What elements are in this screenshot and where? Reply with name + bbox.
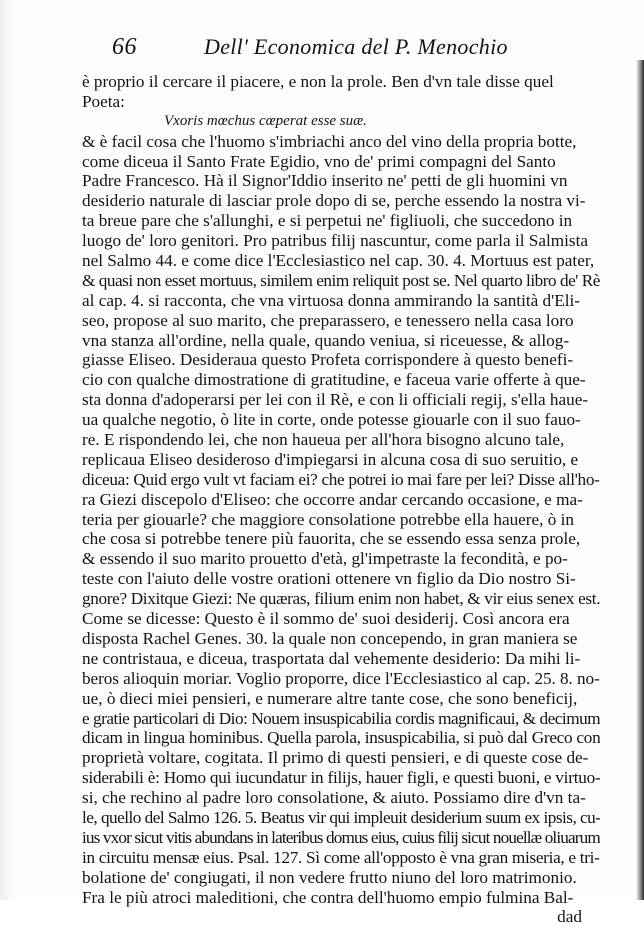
text-line: Fra le più atroci maleditioni, che contra dell'huomo empio fulmina Bal-	[82, 887, 574, 907]
text-line: le, quello del Salmo 126. 5. Beatus vir qui impleuit desiderium suum ex ipsis, cu-	[82, 807, 600, 827]
text-line: teria per giouarle? che maggiore consolatione potrebbe ella hauere, ò in	[82, 509, 575, 529]
text-line: gnore? Dixitque Giezi: Ne quæras, filium enim non habet, & vir eius senex est.	[82, 589, 600, 609]
running-head: Dell' Economica del P. Menochio	[204, 34, 508, 59]
text-line: sta donna d'adoperarsi per lei con il Rè, e con li officiali regij, s'ella haue-	[82, 390, 589, 410]
text-line: & quasi non esset mortuus, similem enim reliquit post se. Nel quarto libro de' Rè	[82, 270, 600, 290]
text-line: in circuitu mensæ eius. Psal. 127. Sì come all'opposto è vna gran miseria, e tri-	[82, 847, 600, 867]
text-line: & è facil cosa che l'huomo s'imbriachi anco del vino della propria botte,	[82, 131, 577, 151]
text-line: & essendo il suo marito prouetto d'età, gl'impetraste la fecondità, e po-	[82, 549, 568, 569]
text-line: dicam in lingua hominibus. Quella parola, insuspicabilia, si può dal Greco con	[82, 728, 600, 748]
text-line: bolatione de' congiugati, il non vedere frutto niuno del loro matrimonio.	[82, 867, 577, 887]
text-line: che cosa si potrebbe tenere più fauorita, che se essendo essa senza prole,	[82, 529, 581, 549]
text-line: al cap. 4. si racconta, che vna virtuosa donna ammirando la santità d'Eli-	[82, 290, 581, 310]
text-line: vna stanza all'ordine, nella quale, quando veniua, si riceuesse, & allog-	[82, 330, 570, 350]
text-line: ua qualche negotio, ò lite in corte, onde potesse giouarle con il suo fauo-	[82, 410, 581, 430]
body-text	[82, 72, 600, 927]
page-header	[108, 34, 588, 68]
text-line: ue, ò dieci miei pensieri, e numerare altre tante cose, che sono beneficij,	[82, 688, 578, 708]
text-line: e gratie particolari di Dio: Nouem insuspicabilia cordis magnificaui, & decimum	[82, 708, 600, 728]
text-line: siderabili è: Homo qui iucundatur in filijs, hauer figli, e questi buoni, e virtuo-	[82, 768, 600, 788]
page-edge	[636, 60, 644, 900]
catchword: dad	[557, 907, 582, 927]
text-line: disposta Rachel Genes. 30. la quale non concependo, in gran maniera se	[82, 628, 578, 648]
quote-line: Vxoris mœchus cœperat esse suæ.	[164, 112, 367, 129]
text-line: proprietà voltare, cogitata. Il primo di questi pensieri, e di queste cose de-	[82, 748, 589, 768]
page-number: 66	[112, 34, 137, 60]
text-line: replicaua Eliseo desideroso d'impiegarsi in alcuna cosa di suo seruitio, e	[82, 449, 579, 469]
text-line: giasse Eliseo. Desideraua questo Profeta corrispondere à questo benefi-	[82, 350, 574, 370]
gutter-shadow	[0, 0, 14, 900]
text-line: teste con l'aiuto delle vostre orationi ottenere vn figlio da Dio nostro Si-	[82, 569, 576, 589]
text-line: nel Salmo 44. e come dice l'Ecclesiastico nel cap. 30. 4. Mortuus est pater,	[82, 251, 595, 271]
text-line: diceua: Quid ergo vult vt faciam ei? che potrei io mai fare per lei? Disse all'ho-	[82, 469, 600, 489]
text-line: desiderio naturale di lasciar prole dopo di se, perche essendo la nostra vi-	[82, 191, 586, 211]
text-line: è proprio il cercare il piacere, e non la prole. Ben d'vn tale disse quel	[82, 72, 554, 91]
text-line: Come se dicesse: Questo è il sommo de' suoi desiderij. Così ancora era	[82, 609, 570, 629]
text-line: seo, propose al suo marito, che preparassero, e tenessero nella casa loro	[82, 310, 574, 330]
text-line: come diceua il Santo Frate Egidio, vno de' primi compagni del Santo	[82, 151, 556, 171]
text-line: cio con qualche dimostratione di gratitudine, e faceua varie offerte à que-	[82, 370, 586, 390]
text-line: re. E rispondendo lei, che non haueua per all'hora bisogno alcuno tale,	[82, 430, 565, 450]
text-line: si, che rechino al padre loro consolatione, & aiuto. Possiamo dire d'vn ta-	[82, 788, 586, 808]
text-line: Poeta:	[82, 91, 125, 111]
text-line: ta breue pare che s'allunghi, e si perpetui ne' figliuoli, che succedono in	[82, 211, 573, 231]
text-line: ne contristaua, e diceua, trasportata dal vehemente desiderio: Da mihi li-	[82, 648, 581, 668]
text-line: luogo de' loro genitori. Pro patribus filij nascuntur, come parla il Salmista	[82, 231, 588, 251]
text-line: ra Giezi discepolo d'Eliseo: che occorre andar cercando occasione, e ma-	[82, 489, 583, 509]
text-line: Padre Francesco. Hà il Signor'Iddio inserito ne' petti de gli huomini vn	[82, 171, 568, 191]
text-line: ius vxor sicut vitis abundans in lateribus domus eius, cuius filij sicut nouellæ oliuarum	[82, 827, 600, 847]
text-line: beros alioquin moriar. Voglio proporre, dice l'Ecclesiastico al cap. 25. 8. no-	[82, 668, 600, 688]
